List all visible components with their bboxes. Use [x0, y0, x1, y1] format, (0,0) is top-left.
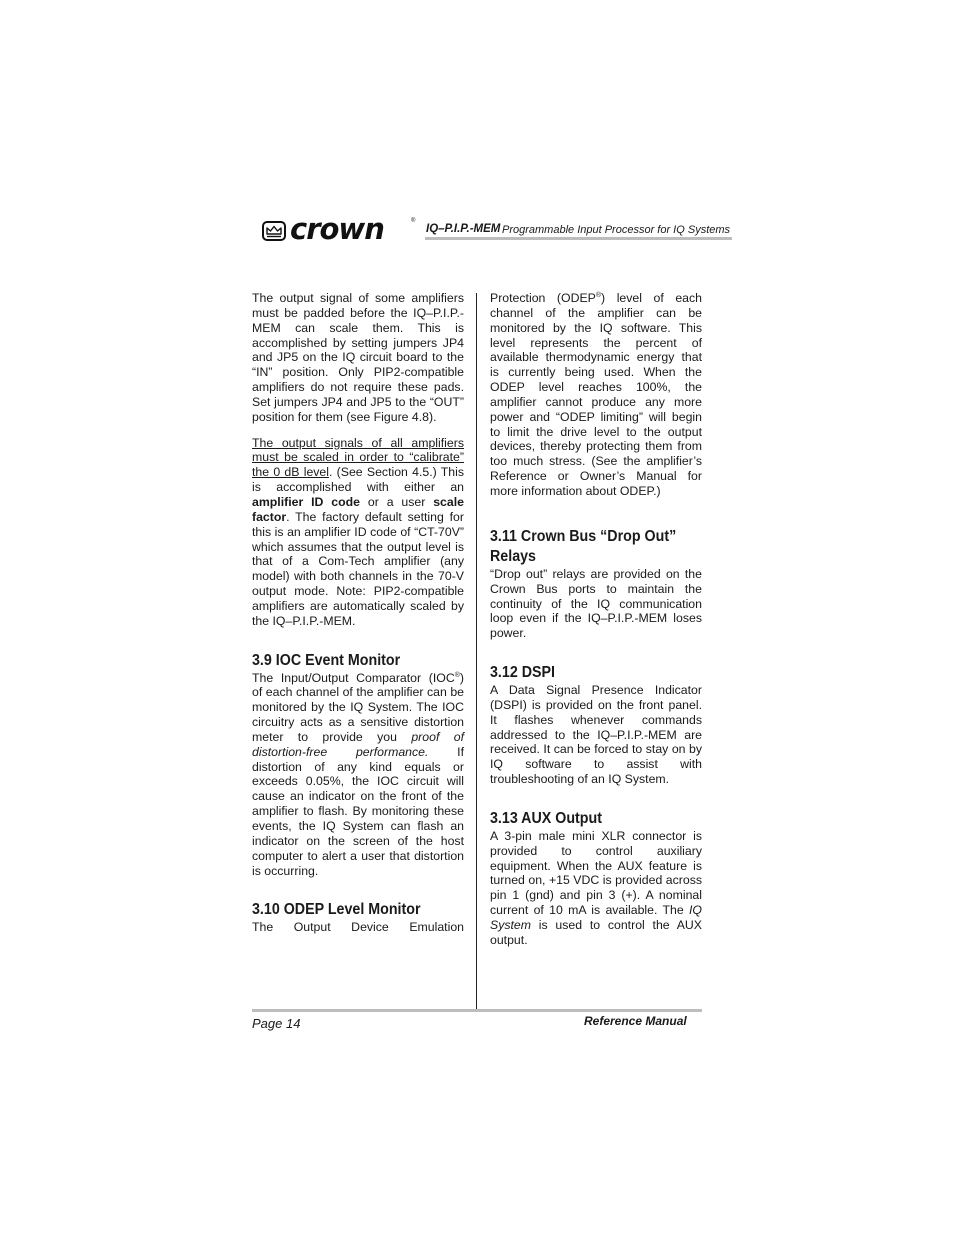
paragraph-ioc	[252, 671, 464, 879]
paragraph-padding	[252, 291, 464, 425]
ioc-text-b: ) of each channel of the amplifier can be monitored by the IQ System. The IOC circuitry acts as a sensitive distortion meter to provide you	[252, 670, 464, 744]
ioc-registered-mark: ®	[454, 671, 460, 679]
paragraph-relays: “Drop out” relays are provided on the Crown Bus ports to maintain the continuity of the IQ communication loop even if the IQ–P.I.P.-MEM loses power.	[490, 566, 702, 641]
aux-text-a: A 3-pin male mini XLR connector is provided to control auxiliary equipment. When the AUX feature is turned on, +15 VDC is provided across pin 1 (gnd) and pin 3 (+). A nominal current of 10 mA is available. The	[490, 828, 702, 918]
ioc-text-c: If distortion of any kind equals or exceeds 0.05%, the IOC circuit will cause an indicator on the front of the amplifier to flash. By monitoring these events, the IQ System can flash an indicator on the screen of the host computer to alert a user that distortion is occurring.	[252, 744, 465, 878]
aux-text-b: is used to control the AUX output.	[490, 918, 702, 947]
paragraph-odep-start: The Output Device Emulation	[252, 920, 464, 935]
right-column	[490, 291, 702, 959]
scale-factor-term: scale factor	[252, 494, 464, 524]
crown-logo-icon	[262, 221, 286, 241]
odep-registered-mark: ®	[595, 292, 602, 299]
paragraph-scaling	[252, 436, 464, 629]
header-model: IQ–P.I.P.-MEM	[426, 223, 501, 235]
header-subtitle: Programmable Input Processor for IQ Systems	[502, 224, 731, 236]
scaling-text-b: or a user	[360, 494, 434, 509]
paragraph-padding-text: The output signal of some amplifiers must be padded before the IQ–P.I.P.-MEM can scale them. This is accomplished by setting jumpers JP4 and JP5 on the IQ circuit board to the “IN” position. Only PIP2-compatible amplifiers do not require these pads. Set jumpers JP4 and JP5 to the “OUT” position for them (see Figure 4.8).	[252, 291, 464, 424]
heading-3-9: 3.9 IOC Event Monitor	[252, 651, 401, 669]
page-number: Page 14	[252, 1016, 301, 1031]
paragraph-odep-cont	[490, 291, 702, 499]
column-divider	[476, 293, 477, 1010]
footer-rule	[252, 1009, 702, 1012]
logo-registered-mark: ®	[411, 218, 416, 224]
left-column	[252, 291, 464, 946]
scaling-text-c: . The factory default setting for this is an amplifier ID code of “CT-70V” which assumes that the output level is that of a Com-Tech amplifier (any model) with both channels in the 70-V output mode. Note: PIP2-compatible amplifiers are automatically scaled by the IQ–P.I.P.-MEM.	[252, 509, 464, 628]
scaling-text-a: . (See Section 4.5.) This is accomplished with either an	[252, 465, 464, 495]
odep-text-a: Protection (ODEP	[490, 291, 596, 305]
heading-3-11: 3.11 Crown Bus “Drop Out” Relays	[490, 527, 677, 565]
header-rule	[425, 237, 732, 240]
heading-3-13: 3.13 AUX Output	[490, 809, 602, 827]
heading-3-12: 3.12 DSPI	[490, 664, 556, 682]
scaling-underlined-text: The output signals of all amplifiers must be scaled in order to “calibrate” the 0 dB level	[252, 435, 464, 480]
ioc-italic-text: proof of distortion-free performance.	[252, 729, 465, 759]
paragraph-aux	[490, 829, 702, 948]
paragraph-dspi: A Data Signal Presence Indicator (DSPI) is provided on the front panel. It flashes whenever commands addressed to the IQ–P.I.P.-MEM are received. It can be forced to stay on by IQ software to assist with troubleshooting of an IQ System.	[490, 683, 702, 787]
ioc-text-a: The Input/Output Comparator (IOC	[252, 670, 455, 685]
odep-text-b: ) level of each channel of the amplifier can be monitored by the IQ software. This level represents the percent of available thermodynamic energy that is currently being used. When the ODEP level reaches 100%, the amplifier cannot produce any more power and “ODEP limiting” will begin to limit the drive level to the output devices, thereby protecting them from too much stress. (See the amplifier’s Reference or Owner’s Manual for more information about ODEP.)	[490, 291, 703, 498]
amplifier-id-code-term: amplifier ID code	[252, 494, 361, 509]
aux-italic-text: IQ System	[490, 903, 702, 932]
heading-3-10: 3.10 ODEP Level Monitor	[252, 901, 421, 919]
manual-title: Reference Manual	[584, 1014, 687, 1028]
crown-logo-wordmark: crown	[290, 212, 384, 246]
